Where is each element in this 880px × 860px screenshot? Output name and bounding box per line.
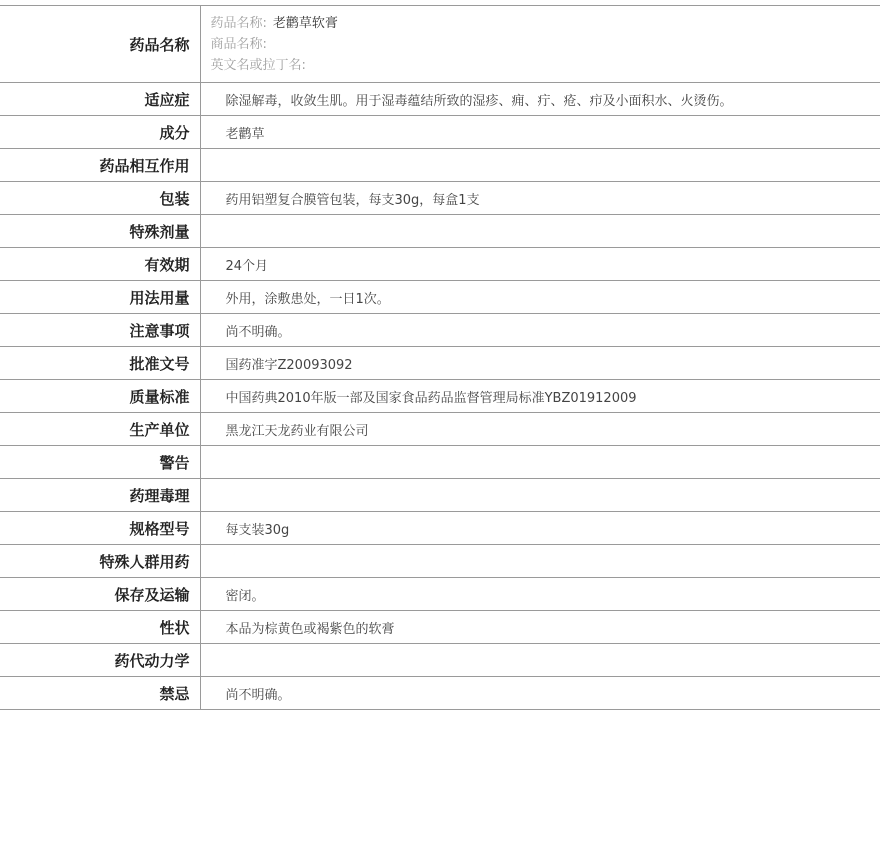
spec-row: [0, 83, 880, 116]
spec-row: [0, 512, 880, 545]
spec-row-value: [200, 479, 880, 512]
spec-row-label: 药品相互作用: [0, 149, 200, 182]
spec-row-value: 本品为棕黄色或褐紫色的软膏: [200, 611, 880, 644]
spec-row-value: 外用，涂敷患处，一日1次。: [200, 281, 880, 314]
spec-row-value: [200, 446, 880, 479]
generic-name-label: 药品名称:: [210, 15, 267, 31]
spec-row-label: 包装: [0, 182, 200, 215]
spec-row-value: 尚不明确。: [200, 677, 880, 710]
english-name-label: 英文名或拉丁名:: [210, 57, 306, 73]
spec-row-label: 质量标准: [0, 380, 200, 413]
spec-row: [0, 413, 880, 446]
spec-row-value: 中国药典2010年版一部及国家食品药品监督管理局标准YBZ01912009: [200, 380, 880, 413]
spec-row-value: 黑龙江天龙药业有限公司: [200, 413, 880, 446]
spec-row-value: [200, 644, 880, 677]
spec-row-value: 老鹳草: [200, 116, 880, 149]
spec-row: [0, 281, 880, 314]
spec-row-label: 用法用量: [0, 281, 200, 314]
spec-row-label: 生产单位: [0, 413, 200, 446]
english-name-line: [211, 55, 880, 76]
spec-row: [0, 116, 880, 149]
spec-row-value: [200, 545, 880, 578]
spec-row-label: 特殊人群用药: [0, 545, 200, 578]
spec-row: [0, 380, 880, 413]
drug-name-heading: 药品名称: [0, 6, 200, 83]
drug-name-row: [0, 6, 880, 83]
spec-row-label: 有效期: [0, 248, 200, 281]
drug-spec-body: [0, 6, 880, 710]
drug-spec-table: [0, 5, 880, 710]
spec-row-label: 性状: [0, 611, 200, 644]
spec-row: [0, 644, 880, 677]
spec-row: [0, 182, 880, 215]
spec-row: [0, 314, 880, 347]
spec-row-value: [200, 149, 880, 182]
spec-row-value: 尚不明确。: [200, 314, 880, 347]
spec-row: [0, 215, 880, 248]
spec-row-label: 药理毒理: [0, 479, 200, 512]
spec-row-label: 保存及运输: [0, 578, 200, 611]
spec-row: [0, 149, 880, 182]
spec-row: [0, 545, 880, 578]
spec-row-value: 药用铝塑复合膜管包装，每支30g，每盒1支: [200, 182, 880, 215]
spec-row-label: 批准文号: [0, 347, 200, 380]
spec-row-value: 每支装30g: [200, 512, 880, 545]
spec-row: [0, 611, 880, 644]
drug-name-details: [200, 6, 880, 83]
spec-row-label: 药代动力学: [0, 644, 200, 677]
spec-row-value: 除湿解毒，收敛生肌。用于湿毒蕴结所致的湿疹、痈、疔、疮、疖及小面积水、火烫伤。: [200, 83, 880, 116]
spec-row: [0, 347, 880, 380]
spec-row: [0, 446, 880, 479]
generic-name-value: 老鹳草软膏: [272, 15, 338, 31]
spec-row-value: 国药准字Z20093092: [200, 347, 880, 380]
trade-name-line: [211, 34, 880, 55]
spec-row-label: 适应症: [0, 83, 200, 116]
spec-row-label: 禁忌: [0, 677, 200, 710]
spec-row: [0, 578, 880, 611]
spec-row-value: 密闭。: [200, 578, 880, 611]
trade-name-label: 商品名称:: [210, 36, 267, 52]
spec-row: [0, 677, 880, 710]
spec-row-value: [200, 215, 880, 248]
spec-row-value: 24个月: [200, 248, 880, 281]
spec-row: [0, 248, 880, 281]
spec-row-label: 成分: [0, 116, 200, 149]
drug-name-block: [201, 11, 880, 78]
spec-row-label: 注意事项: [0, 314, 200, 347]
spec-row: [0, 479, 880, 512]
generic-name-line: [211, 13, 880, 34]
spec-row-label: 特殊剂量: [0, 215, 200, 248]
spec-row-label: 警告: [0, 446, 200, 479]
spec-row-label: 规格型号: [0, 512, 200, 545]
